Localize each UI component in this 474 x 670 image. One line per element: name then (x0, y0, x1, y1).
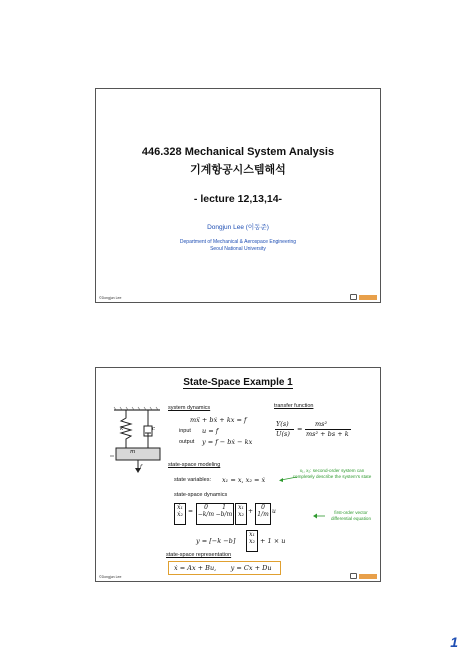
output-matrix-prefix: y = [−k −b] (196, 537, 236, 545)
matrix-a-entry: 1 (222, 504, 226, 511)
university-logo (350, 294, 377, 300)
state-space-representation-equation: ẋ = Ax + Bu, y = Cx + Du (174, 564, 272, 572)
lhs-vector (174, 503, 186, 525)
lecture-number: - lecture 12,13,14- (193, 193, 283, 205)
state-variables-label: state variables: (174, 477, 211, 483)
author-name: Dongjun Lee (이동준) (207, 224, 269, 231)
state-vector (235, 503, 247, 525)
logo-emblem-icon (350, 294, 357, 300)
output-state-vector-entry: x₂ (249, 538, 255, 545)
transfer-function-label: transfer function (274, 403, 314, 409)
university: Seoul National University (210, 246, 266, 252)
state-space-slide (95, 367, 381, 582)
state-space-dynamics-label: state-space dynamics (174, 492, 228, 498)
page-number: 1 (450, 634, 458, 650)
course-title: 446.328 Mechanical System Analysis (141, 146, 335, 158)
input-symbol: u (272, 508, 276, 515)
output-state-vector (246, 530, 258, 552)
tf-lhs-denominator: U(s) (276, 430, 290, 438)
matrix-a-entry: −k/m (197, 511, 215, 518)
state-variables-equation: x₁ = x, x₂ = ẋ (222, 476, 266, 484)
department: Department of Mechanical & Aerospace Engineering (179, 239, 297, 245)
damper-label: c (152, 426, 156, 432)
logo-emblem-icon (350, 573, 357, 579)
spring-label: k (120, 426, 124, 432)
state-vector-entry: x₁ (238, 504, 244, 511)
matrix-b (255, 503, 271, 525)
matrix-b-entry: 1/m (257, 511, 269, 518)
slide-title (96, 377, 380, 388)
state-space-representation-label: state-space representation (166, 552, 232, 558)
matrix-a-entry: 0 (204, 504, 208, 511)
vector-equation-note: first-order vector differential equation (330, 510, 371, 521)
force-label: f (140, 464, 143, 470)
logo-bar-icon (359, 295, 377, 300)
logo-bar-icon (359, 574, 377, 579)
matrix-b-entry: 0 (261, 504, 265, 511)
matrix-a-entry: −b/m (215, 511, 233, 518)
state-space-modeling-label: state-space modeling (168, 462, 221, 468)
title-slide (95, 88, 381, 303)
tf-rhs-numerator: ms² (315, 420, 328, 428)
matrix-a-row (197, 511, 233, 518)
input-label: input (179, 428, 191, 434)
tf-rhs-denominator: ms² + bs + k (306, 430, 349, 438)
dynamics-equation: mẍ + bẋ + kx = f (190, 416, 247, 424)
output-label: output (179, 439, 195, 445)
equals-sign: = (188, 508, 194, 515)
input-equation: u = f (202, 427, 219, 435)
output-equation: y = f − bẋ − kx (202, 438, 253, 446)
tf-lhs-numerator: Y(s) (276, 420, 289, 428)
system-dynamics-label: system dynamics (168, 405, 211, 411)
matrix-a-row (197, 504, 233, 511)
plus-sign: + (248, 508, 254, 515)
footer-author: ©Dongjun Lee (99, 296, 122, 300)
state-matrix-equation (174, 503, 334, 525)
course-title-korean: 기계항공시스템해석 (190, 164, 286, 176)
university-logo (350, 573, 377, 579)
mass-spring-damper-diagram (106, 406, 166, 476)
state-vector-entry: x₂ (238, 511, 244, 518)
slide-title-text: State-Space Example 1 (183, 377, 293, 388)
lhs-vector-entry: ẋ₂ (177, 511, 183, 518)
output-matrix-suffix: + 1 × u (260, 537, 286, 545)
output-state-vector-entry: x₁ (249, 531, 255, 538)
matrix-a (196, 503, 234, 525)
state-space-representation-box (168, 561, 281, 575)
tf-equals: = (297, 425, 303, 433)
lhs-vector-entry: ẋ₁ (177, 504, 183, 511)
state-variables-note: x₁, x₂: second-order system can completely describe the system's state (292, 468, 372, 479)
footer-author: ©Dongjun Lee (99, 575, 122, 579)
mass-label: m (130, 449, 136, 455)
